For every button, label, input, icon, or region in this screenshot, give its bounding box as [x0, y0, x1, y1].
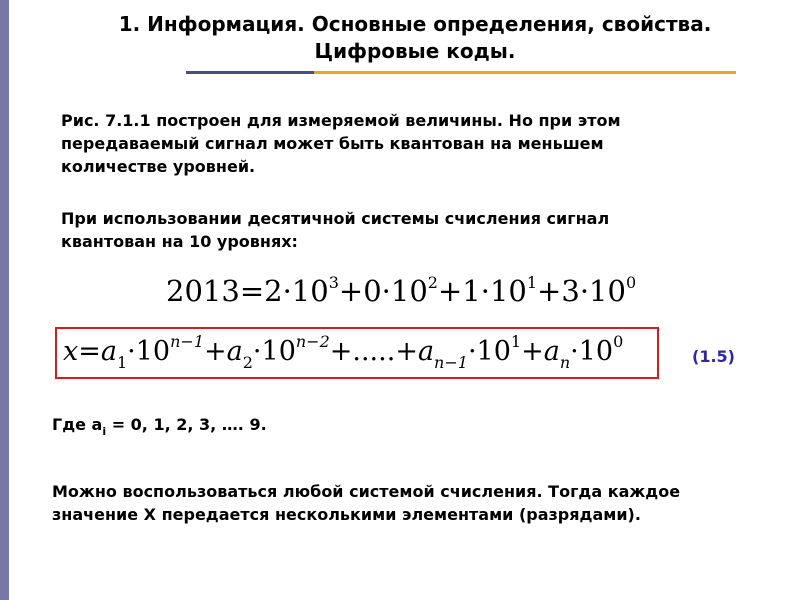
paragraph-1-line-3: количестве уровней.	[61, 157, 256, 176]
paragraph-2-line-1: При использовании десятичной системы счисления сигнал	[61, 209, 610, 228]
title-underline-blue	[186, 71, 314, 74]
equation-number: (1.5)	[692, 347, 735, 366]
coefficient-range-line: Где $a_i = 0$, 1, 2, 3, …. 9.	[52, 415, 267, 438]
left-accent-bar	[0, 0, 9, 600]
paragraph-3-line-1: Можно воспользоваться любой системой счисления. Тогда каждое	[52, 482, 681, 501]
title-underline-gold	[314, 71, 736, 74]
paragraph-1-line-2: передаваемый сигнал может быть квантован на меньшем	[61, 134, 604, 153]
example-equation: $2013=2\cdot 10^3+0\cdot 10^2+1\cdot 10^1+3\cdot 10^0$	[166, 273, 637, 308]
paragraph-3-line-2: значение Х передается несколькими элементами (разрядами).	[52, 505, 641, 524]
slide-title-line-2: Цифровые коды.	[314, 39, 516, 63]
paragraph-2-line-2: квантован на 10 уровнях:	[61, 232, 298, 251]
paragraph-1-line-1: Рис. 7.1.1 построен для измеряемой величины. Но при этом	[61, 111, 621, 130]
slide-title-line-1: 1. Информация. Основные определения, свойства.	[118, 12, 712, 36]
general-equation: $x=a_1\cdot 10^{n-1}+a_2\cdot 10^{n-2}+.....+a_{n-1}\cdot 10^1+a_n\cdot 10^0$	[63, 332, 624, 372]
